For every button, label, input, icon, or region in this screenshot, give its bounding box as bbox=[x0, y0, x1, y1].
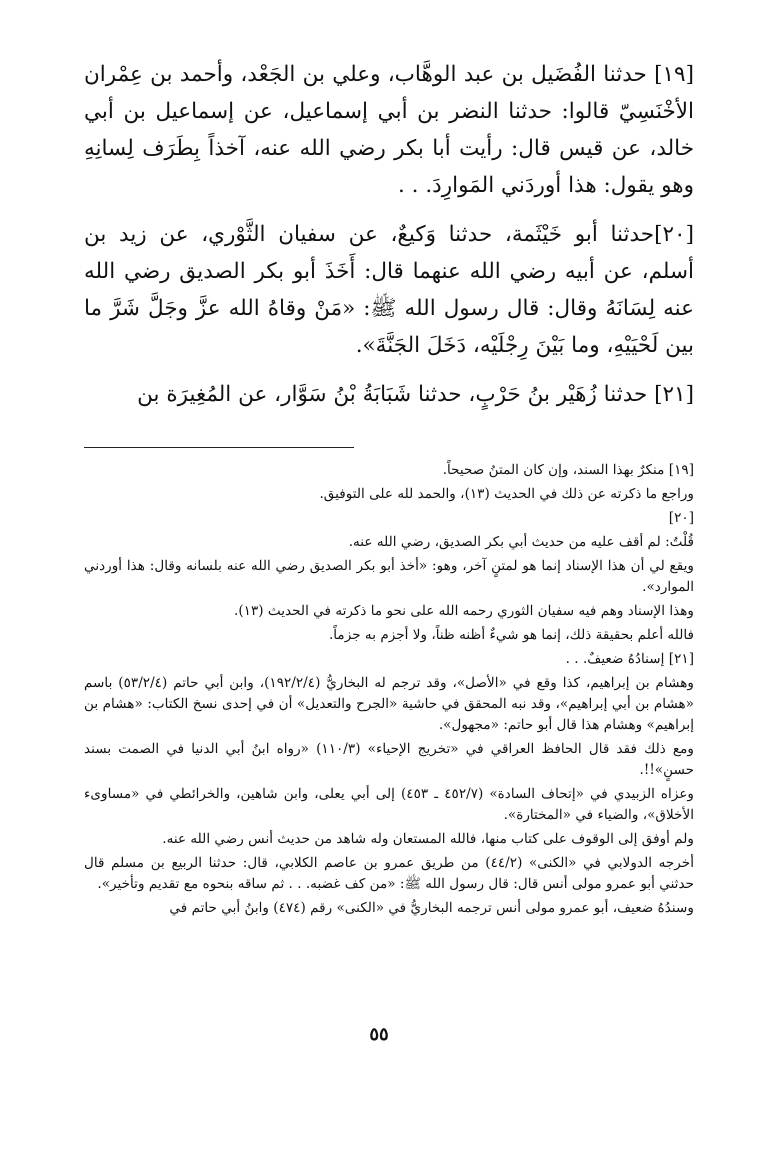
page-number: ٥٥ bbox=[369, 1024, 389, 1045]
footnote: فالله أعلم بحقيقة ذلك، إنما هو شيءٌ أظنه ظناً، ولا أجزم به جزماً. bbox=[328, 627, 694, 643]
footnote: ولم أوفق إلى الوقوف على كتاب منها، فالله المستعان وله شاهد من حديث أنس رضي الله عنه. bbox=[162, 831, 694, 847]
main-text bbox=[84, 56, 694, 413]
footnote: وعزاه الزبيدي في «إتحاف السادة» (٤٥٢/٧ ـ ٤٥٣) إلى أبي يعلى، وابن شاهين، والخرائطي في «مساوىء الأخلاق»، والضياء في «المختارة». bbox=[84, 786, 694, 823]
book-page bbox=[84, 56, 694, 922]
footnote: أخرجه الدولابي في «الكنى» (٤٤/٢) من طريق عمرو بن عاصم الكلابي، قال: حدثنا الربيع بن مسلم قال حدثني أبو عمرو مولى أنس قال: قال رسول الله ﷺ: «من كف غضبه. . . ثم ساقه بنحوه مع تقديم وتأخير». bbox=[84, 855, 694, 892]
footnote: وسندُهُ ضعيف، أبو عمرو مولى أنس ترجمه البخاريُّ في «الكنى» رقم (٤٧٤) وابنُ أبي حاتم في bbox=[169, 900, 694, 916]
footnote: ويقع لي أن هذا الإسناد إنما هو لمتنٍ آخر، وهو: «أخذ أبو بكر الصديق رضي الله عنه بلسانه وقال: هذا أوردني الموارد». bbox=[84, 558, 694, 595]
hadith-20: [٢٠]حدثنا أبو خَيْثَمة، حدثنا وَكيعٌ، عن سفيان الثَّوْري، عن زيد بن أسلم، عن أبيه رضي الله عنهما قال: أَخَذَ أبو بكر الصديق رضي الله عنه لِسَانَهُ وقال: قال رسول الله ﷺ: «مَنْ وقاهُ الله عزَّ وجَلَّ شَرَّ ما بين لَحْيَيْهِ، وما بَيْنَ رِجْلَيْه، دَخَلَ الجَنَّةَ». bbox=[84, 222, 694, 358]
hadith-19: [١٩] حدثنا الفُضَيل بن عبد الوهَّاب، وعلي بن الجَعْد، وأحمد بن عِمْران الأخْنَسِيّ قالوا: حدثنا النضر بن أبي إسماعيل، عن إسماعيل بن أبي خالد، عن قيس قال: رأيت أبا بكر رضي الله عنه، آخذاً بِطَرَف لِسانِهِ وهو يقول: هذا أوردَني المَوارِدَ. . . bbox=[84, 62, 694, 198]
footnote: [٢٠] bbox=[668, 510, 694, 526]
footnote: ومع ذلك فقد قال الحافظ العراقي في «تخريج الإحياء» (١١٠/٣) «رواه ابنُ أبي الدنيا في الصمت بسند حسنٍ»!!. bbox=[84, 741, 694, 778]
footnote: وراجع ما ذكرته عن ذلك في الحديث (١٣)، والحمد لله على التوفيق. bbox=[319, 486, 694, 502]
footnote: قُلْتُ: لم أقف عليه من حديث أبي بكر الصديق، رضي الله عنه. bbox=[348, 534, 694, 550]
footnote-separator bbox=[84, 447, 354, 448]
footnote: [٢١] إسنادُهُ ضعيفٌ. . . bbox=[565, 651, 694, 667]
footnote: وهشام بن إبراهيم، كذا وقع في «الأصل»، وقد ترجم له البخاريُّ (١٩٢/٢/٤)، وابن أبي حاتم (٥٣/٢/٤) باسم «هشام بن أبي إبراهيم»، وقد نبه المحقق في حاشية «الجرح والتعديل» أن في إحدى نسخ الكتاب: «هشام بن إبراهيم» وهشام هذا قال أبو حاتم: «مجهول». bbox=[84, 675, 694, 733]
footnote: [١٩] منكرٌ بهذا السند، وإن كان المتنُ صحيحاً. bbox=[442, 462, 694, 478]
footnote: وهذا الإسناد وهم فيه سفيان الثوري رحمه الله على نحو ما ذكرته في الحديث (١٣). bbox=[234, 603, 694, 619]
footnotes bbox=[84, 460, 694, 919]
hadith-21: [٢١] حدثنا زُهَيْر بنُ حَرْبٍ، حدثنا شَبَابَةُ بْنُ سَوَّار، عن المُغِيرَة بن bbox=[137, 382, 694, 407]
